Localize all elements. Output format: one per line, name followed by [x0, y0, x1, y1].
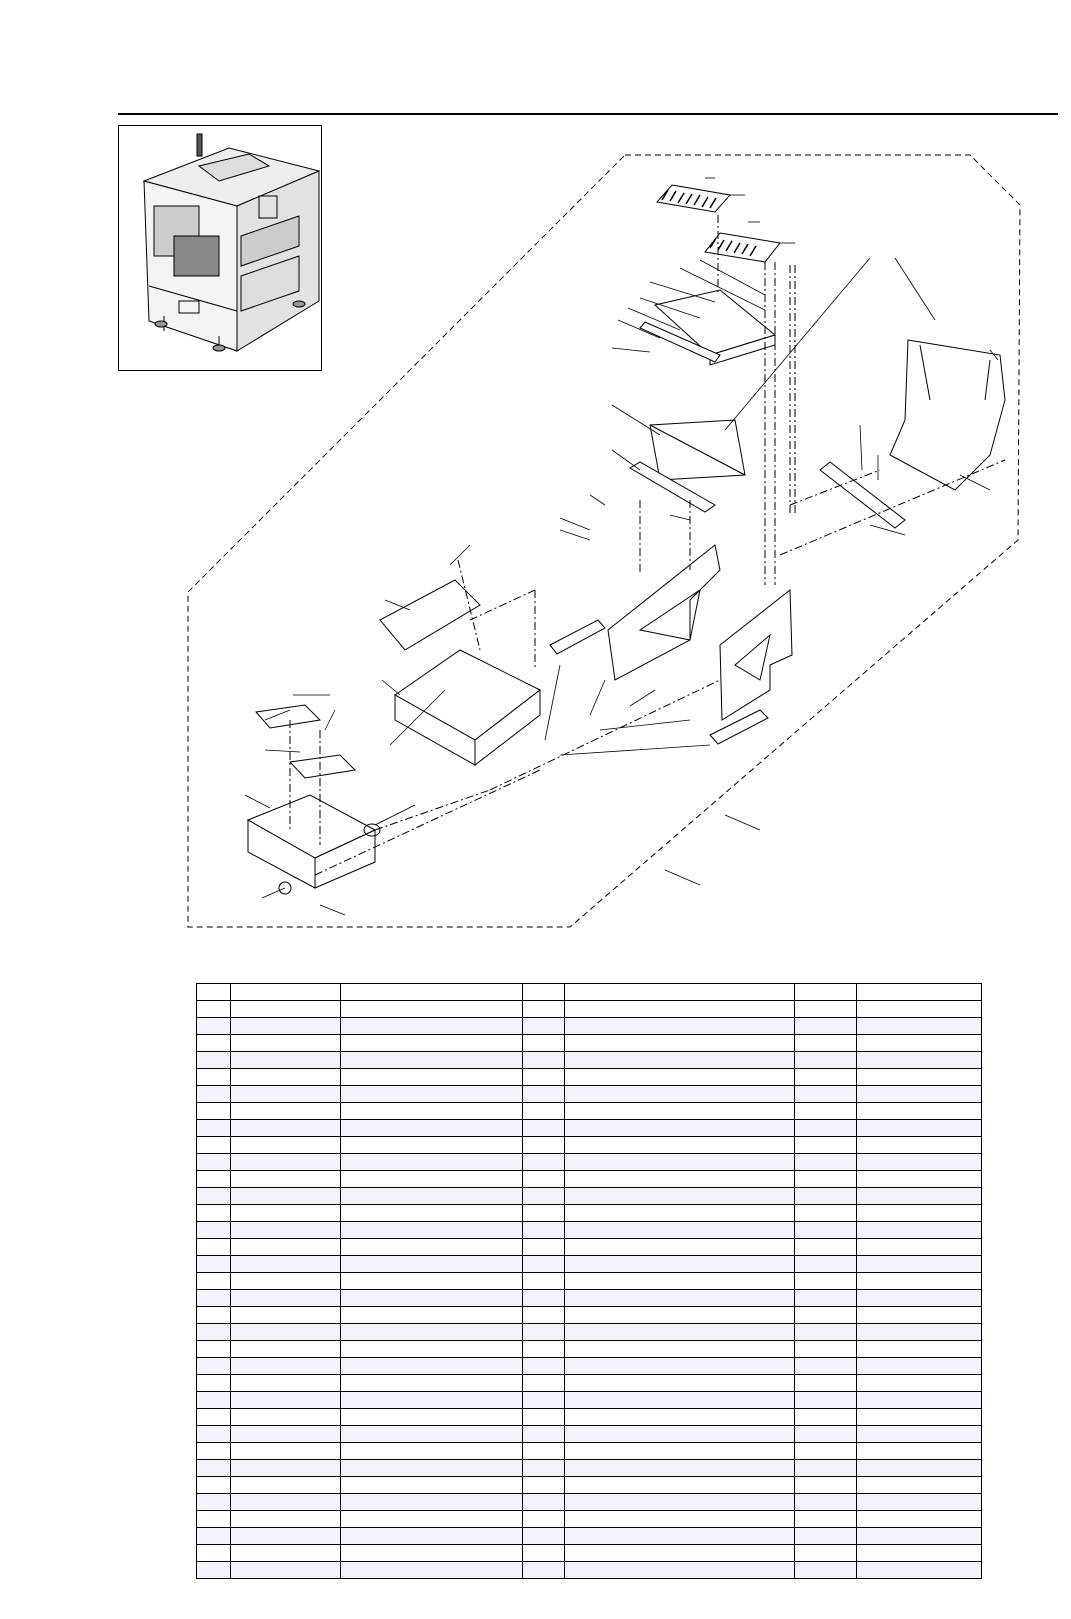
header-cell: [857, 984, 982, 1001]
table-cell: [231, 1375, 341, 1392]
table-cell: [565, 1358, 795, 1375]
table-cell: [341, 1409, 523, 1426]
table-cell: [523, 1171, 565, 1188]
table-row: [197, 1086, 982, 1103]
table-cell: [523, 1154, 565, 1171]
table-cell: [565, 1409, 795, 1426]
table-cell: [523, 1018, 565, 1035]
table-cell: [231, 1494, 341, 1511]
table-cell: [857, 1511, 982, 1528]
table-cell: [523, 1460, 565, 1477]
table-cell: [231, 1171, 341, 1188]
table-cell: [857, 1341, 982, 1358]
table-cell: [795, 1290, 857, 1307]
table-cell: [197, 1239, 231, 1256]
table-cell: [523, 1103, 565, 1120]
table-cell: [523, 1273, 565, 1290]
table-cell: [341, 1341, 523, 1358]
table-cell: [795, 1426, 857, 1443]
table-cell: [795, 1137, 857, 1154]
table-cell: [795, 1256, 857, 1273]
table-cell: [197, 1324, 231, 1341]
table-cell: [795, 1069, 857, 1086]
table-row: [197, 1443, 982, 1460]
table-cell: [197, 1511, 231, 1528]
table-cell: [341, 1188, 523, 1205]
table-cell: [523, 1392, 565, 1409]
table-cell: [231, 1273, 341, 1290]
table-row: [197, 1392, 982, 1409]
table-cell: [197, 1426, 231, 1443]
table-cell: [523, 1477, 565, 1494]
table-cell: [523, 1001, 565, 1018]
table-cell: [795, 1171, 857, 1188]
table-row: [197, 1239, 982, 1256]
table-cell: [231, 1018, 341, 1035]
table-cell: [565, 1035, 795, 1052]
table-header-row: [197, 984, 982, 1001]
table-cell: [795, 1035, 857, 1052]
table-cell: [523, 1052, 565, 1069]
table-cell: [231, 1358, 341, 1375]
table-row: [197, 1103, 982, 1120]
table-cell: [231, 1222, 341, 1239]
table-row: [197, 1409, 982, 1426]
table-cell: [795, 1154, 857, 1171]
table-cell: [857, 1426, 982, 1443]
table-cell: [523, 1358, 565, 1375]
table-cell: [231, 1069, 341, 1086]
table-cell: [231, 1426, 341, 1443]
table-cell: [565, 1511, 795, 1528]
table-cell: [795, 1511, 857, 1528]
table-cell: [231, 1035, 341, 1052]
table-cell: [565, 1086, 795, 1103]
table-cell: [197, 1443, 231, 1460]
table-cell: [795, 1052, 857, 1069]
table-cell: [523, 1290, 565, 1307]
table-cell: [795, 1562, 857, 1579]
table-cell: [197, 1307, 231, 1324]
table-cell: [565, 1443, 795, 1460]
table-cell: [857, 1222, 982, 1239]
table-cell: [231, 1307, 341, 1324]
table-cell: [795, 1205, 857, 1222]
table-row: [197, 1426, 982, 1443]
table-cell: [231, 1545, 341, 1562]
table-cell: [565, 1273, 795, 1290]
table-cell: [523, 1324, 565, 1341]
table-cell: [857, 1154, 982, 1171]
table-cell: [795, 1392, 857, 1409]
table-row: [197, 1137, 982, 1154]
table-cell: [231, 1103, 341, 1120]
table-cell: [857, 1086, 982, 1103]
table-cell: [857, 1052, 982, 1069]
table-cell: [231, 1239, 341, 1256]
table-cell: [565, 1545, 795, 1562]
table-cell: [857, 1171, 982, 1188]
table-cell: [231, 1154, 341, 1171]
table-cell: [795, 1460, 857, 1477]
table-cell: [857, 1205, 982, 1222]
table-cell: [231, 1511, 341, 1528]
table-cell: [523, 1035, 565, 1052]
table-row: [197, 1460, 982, 1477]
table-cell: [231, 1562, 341, 1579]
table-cell: [231, 1324, 341, 1341]
table-cell: [523, 1443, 565, 1460]
table-cell: [523, 1086, 565, 1103]
table-cell: [197, 1545, 231, 1562]
table-cell: [565, 1324, 795, 1341]
table-cell: [341, 1086, 523, 1103]
table-cell: [795, 1443, 857, 1460]
table-cell: [565, 1103, 795, 1120]
table-cell: [231, 1256, 341, 1273]
table-cell: [341, 1154, 523, 1171]
table-row: [197, 1528, 982, 1545]
table-cell: [197, 1392, 231, 1409]
table-row: [197, 1171, 982, 1188]
table-cell: [795, 1375, 857, 1392]
table-cell: [565, 1392, 795, 1409]
table-cell: [341, 1273, 523, 1290]
table-cell: [341, 1103, 523, 1120]
table-cell: [341, 1426, 523, 1443]
table-cell: [857, 1528, 982, 1545]
table-cell: [197, 1273, 231, 1290]
table-cell: [341, 1494, 523, 1511]
table-cell: [857, 1545, 982, 1562]
table-cell: [795, 1307, 857, 1324]
table-row: [197, 1494, 982, 1511]
table-cell: [197, 1477, 231, 1494]
table-cell: [857, 1375, 982, 1392]
table-cell: [523, 1494, 565, 1511]
table-row: [197, 1052, 982, 1069]
table-cell: [341, 1545, 523, 1562]
table-cell: [231, 1086, 341, 1103]
table-row: [197, 1562, 982, 1579]
header-cell: [341, 984, 523, 1001]
table-cell: [197, 1188, 231, 1205]
table-cell: [565, 1171, 795, 1188]
table-cell: [341, 1460, 523, 1477]
table-row: [197, 1477, 982, 1494]
table-cell: [565, 1222, 795, 1239]
table-cell: [857, 1256, 982, 1273]
table-cell: [523, 1188, 565, 1205]
table-cell: [795, 1222, 857, 1239]
table-row: [197, 1069, 982, 1086]
table-cell: [231, 1341, 341, 1358]
table-cell: [795, 1086, 857, 1103]
table-cell: [341, 1069, 523, 1086]
header-cell: [523, 984, 565, 1001]
table-cell: [197, 1375, 231, 1392]
table-cell: [795, 1324, 857, 1341]
table-cell: [197, 1069, 231, 1086]
table-cell: [341, 1222, 523, 1239]
table-row: [197, 1222, 982, 1239]
table-cell: [341, 1375, 523, 1392]
table-cell: [523, 1528, 565, 1545]
table-cell: [197, 1086, 231, 1103]
table-cell: [565, 1001, 795, 1018]
table-cell: [197, 1460, 231, 1477]
table-cell: [523, 1341, 565, 1358]
table-cell: [523, 1239, 565, 1256]
table-cell: [231, 1205, 341, 1222]
table-cell: [565, 1341, 795, 1358]
table-cell: [857, 1409, 982, 1426]
table-cell: [197, 1341, 231, 1358]
table-cell: [857, 1494, 982, 1511]
table-cell: [341, 1511, 523, 1528]
table-cell: [795, 1494, 857, 1511]
table-cell: [197, 1001, 231, 1018]
table-cell: [565, 1069, 795, 1086]
table-cell: [565, 1239, 795, 1256]
table-cell: [795, 1018, 857, 1035]
table-cell: [857, 1443, 982, 1460]
table-cell: [857, 1477, 982, 1494]
parts-table: [196, 983, 982, 1579]
table-cell: [197, 1494, 231, 1511]
table-cell: [523, 1120, 565, 1137]
table-row: [197, 1545, 982, 1562]
table-row: [197, 1324, 982, 1341]
table-cell: [565, 1307, 795, 1324]
table-cell: [341, 1120, 523, 1137]
table-cell: [523, 1256, 565, 1273]
table-cell: [341, 1137, 523, 1154]
table-cell: [197, 1222, 231, 1239]
table-cell: [523, 1511, 565, 1528]
table-cell: [197, 1256, 231, 1273]
table-cell: [523, 1545, 565, 1562]
table-cell: [523, 1409, 565, 1426]
table-cell: [231, 1528, 341, 1545]
table-cell: [231, 1120, 341, 1137]
table-cell: [523, 1222, 565, 1239]
table-cell: [341, 1443, 523, 1460]
table-cell: [197, 1120, 231, 1137]
table-cell: [857, 1035, 982, 1052]
table-cell: [231, 1460, 341, 1477]
table-cell: [857, 1290, 982, 1307]
table-cell: [565, 1188, 795, 1205]
table-row: [197, 1273, 982, 1290]
table-cell: [565, 1120, 795, 1137]
table-cell: [341, 1001, 523, 1018]
table-cell: [565, 1205, 795, 1222]
table-cell: [795, 1188, 857, 1205]
table-cell: [231, 1001, 341, 1018]
table-row: [197, 1358, 982, 1375]
table-cell: [857, 1460, 982, 1477]
table-cell: [857, 1103, 982, 1120]
table-row: [197, 1001, 982, 1018]
table-cell: [857, 1307, 982, 1324]
table-cell: [795, 1001, 857, 1018]
table-cell: [565, 1494, 795, 1511]
table-cell: [565, 1256, 795, 1273]
table-row: [197, 1154, 982, 1171]
table-row: [197, 1375, 982, 1392]
table-cell: [341, 1324, 523, 1341]
table-cell: [341, 1290, 523, 1307]
table-row: [197, 1035, 982, 1052]
table-cell: [341, 1307, 523, 1324]
table-cell: [565, 1562, 795, 1579]
table-cell: [197, 1035, 231, 1052]
table-cell: [565, 1154, 795, 1171]
table-cell: [565, 1477, 795, 1494]
table-cell: [197, 1409, 231, 1426]
table-cell: [197, 1562, 231, 1579]
table-cell: [565, 1426, 795, 1443]
table-cell: [231, 1137, 341, 1154]
table-cell: [795, 1120, 857, 1137]
table-cell: [197, 1171, 231, 1188]
table-cell: [523, 1205, 565, 1222]
table-cell: [197, 1358, 231, 1375]
table-cell: [795, 1545, 857, 1562]
table-cell: [341, 1477, 523, 1494]
table-cell: [341, 1562, 523, 1579]
table-cell: [341, 1018, 523, 1035]
table-row: [197, 1188, 982, 1205]
table-row: [197, 1307, 982, 1324]
table-cell: [523, 1375, 565, 1392]
table-row: [197, 1511, 982, 1528]
table-cell: [197, 1528, 231, 1545]
table-cell: [341, 1256, 523, 1273]
table-cell: [857, 1120, 982, 1137]
table-cell: [857, 1392, 982, 1409]
table-cell: [795, 1477, 857, 1494]
table-cell: [341, 1528, 523, 1545]
table-cell: [231, 1392, 341, 1409]
table-cell: [565, 1018, 795, 1035]
table-row: [197, 1256, 982, 1273]
table-cell: [565, 1290, 795, 1307]
header-cell: [197, 984, 231, 1001]
table-cell: [197, 1018, 231, 1035]
table-cell: [857, 1018, 982, 1035]
table-cell: [197, 1103, 231, 1120]
table-cell: [341, 1358, 523, 1375]
table-cell: [795, 1528, 857, 1545]
table-cell: [231, 1188, 341, 1205]
table-cell: [795, 1103, 857, 1120]
table-cell: [231, 1409, 341, 1426]
table-cell: [341, 1239, 523, 1256]
table-cell: [857, 1239, 982, 1256]
table-cell: [857, 1358, 982, 1375]
table-cell: [857, 1069, 982, 1086]
table-cell: [795, 1409, 857, 1426]
table-cell: [231, 1290, 341, 1307]
table-cell: [197, 1052, 231, 1069]
table-cell: [795, 1239, 857, 1256]
table-cell: [857, 1324, 982, 1341]
table-cell: [341, 1052, 523, 1069]
table-cell: [523, 1426, 565, 1443]
table-cell: [341, 1035, 523, 1052]
table-cell: [523, 1069, 565, 1086]
table-cell: [341, 1392, 523, 1409]
table-row: [197, 1120, 982, 1137]
table-cell: [341, 1171, 523, 1188]
table-cell: [231, 1477, 341, 1494]
table-cell: [341, 1205, 523, 1222]
table-cell: [523, 1307, 565, 1324]
table-cell: [857, 1562, 982, 1579]
table-row: [197, 1341, 982, 1358]
table-cell: [857, 1273, 982, 1290]
table-cell: [565, 1375, 795, 1392]
table-row: [197, 1205, 982, 1222]
table-row: [197, 1290, 982, 1307]
table-cell: [857, 1001, 982, 1018]
table-cell: [795, 1341, 857, 1358]
table-cell: [197, 1154, 231, 1171]
table-cell: [565, 1052, 795, 1069]
header-cell: [231, 984, 341, 1001]
table-row: [197, 1018, 982, 1035]
table-cell: [857, 1137, 982, 1154]
table-cell: [231, 1052, 341, 1069]
table-cell: [857, 1188, 982, 1205]
table-cell: [523, 1562, 565, 1579]
table-cell: [197, 1137, 231, 1154]
table-cell: [795, 1273, 857, 1290]
table-cell: [565, 1460, 795, 1477]
table-cell: [565, 1137, 795, 1154]
table-cell: [795, 1358, 857, 1375]
table-cell: [523, 1137, 565, 1154]
table-cell: [231, 1443, 341, 1460]
table-cell: [565, 1528, 795, 1545]
header-cell: [795, 984, 857, 1001]
table-cell: [197, 1205, 231, 1222]
table-cell: [197, 1290, 231, 1307]
header-cell: [565, 984, 795, 1001]
